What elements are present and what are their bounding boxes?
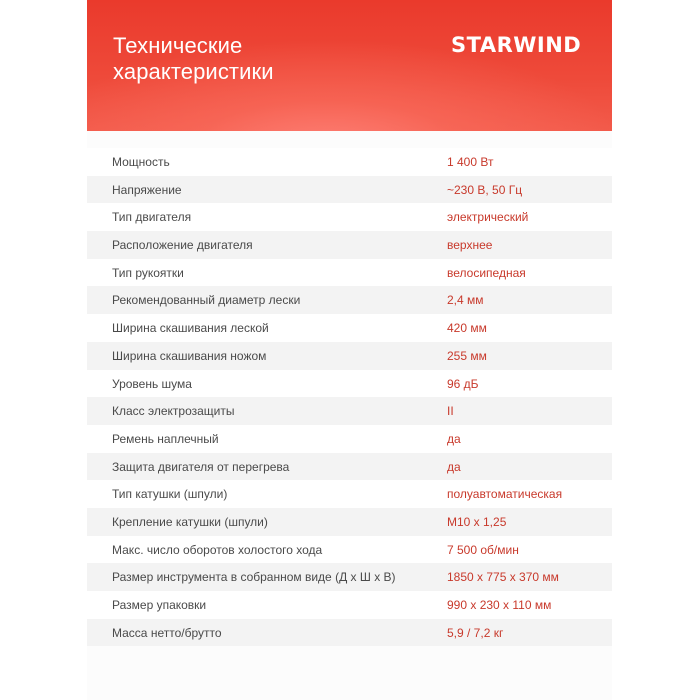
spec-label: Размер упаковки [112,598,207,612]
spec-row [87,563,612,591]
spec-value: 96 дБ [447,376,479,391]
spec-label: Тип двигателя [112,210,192,225]
spec-value: 5,9 / 7,2 кг [447,625,504,640]
spec-row [87,619,612,647]
spec-row [87,591,612,619]
spec-label: Класс электрозащиты [112,404,235,419]
spec-label: Защита двигателя от перегрева [112,459,290,474]
spec-label: Уровень шума [112,376,192,391]
spec-label: Тип рукоятки [112,265,184,280]
spec-row [87,342,612,370]
spec-value: да [447,431,461,446]
spec-value: верхнее [447,238,493,253]
spec-label: Напряжение [112,182,182,197]
spec-label: Расположение двигателя [112,238,253,253]
spec-label: Ширина скашивания ножом [112,348,267,363]
spec-row [87,453,612,481]
spec-row [87,425,612,453]
spec-value: да [447,459,461,474]
spec-label: Ширина скашивания леской [112,321,269,336]
spec-value: 1 400 Вт [447,155,494,169]
spec-label: Тип катушки (шпули) [112,487,228,502]
spec-row [87,314,612,342]
spec-value: 420 мм [447,321,487,336]
brand-logo: STARWIND [451,33,582,57]
spec-table [87,148,612,646]
spec-label: Макс. число оборотов холостого хода [112,542,323,557]
spec-row [87,203,612,231]
spec-row [87,148,612,176]
spec-row [87,231,612,259]
spec-value: II [447,404,454,419]
spec-label: Рекомендованный диаметр лески [112,293,301,308]
spec-sheet-panel [87,0,612,700]
spec-row [87,286,612,314]
spec-label: Крепление катушки (шпули) [112,514,268,529]
spec-row [87,397,612,425]
spec-label: Мощность [112,155,170,169]
spec-row [87,259,612,287]
spec-value: 2,4 мм [447,293,484,308]
page-title [113,33,274,85]
spec-value: полуавтоматическая [447,487,563,502]
spec-row [87,536,612,564]
spec-row [87,508,612,536]
spec-value: M10 x 1,25 [447,514,507,529]
spec-value: 7 500 об/мин [447,542,519,557]
spec-row [87,480,612,508]
spec-value: 1850 x 775 x 370 мм [447,570,559,585]
spec-value: электрический [447,210,529,225]
spec-row [87,176,612,204]
spec-label: Масса нетто/брутто [112,625,222,640]
spec-value: 255 мм [447,348,487,363]
spec-value: ~230 В, 50 Гц [447,182,523,197]
spec-value: велосипедная [447,265,526,280]
spec-label: Ремень наплечный [112,431,219,446]
title-line-2: характеристики [113,59,274,84]
spec-label: Размер инструмента в собранном виде (Д x Ш x В) [112,570,396,585]
title-line-1: Технические [113,33,243,58]
spec-header-banner [87,0,612,131]
spec-row [87,370,612,398]
spec-value: 990 x 230 x 110 мм [447,598,552,612]
